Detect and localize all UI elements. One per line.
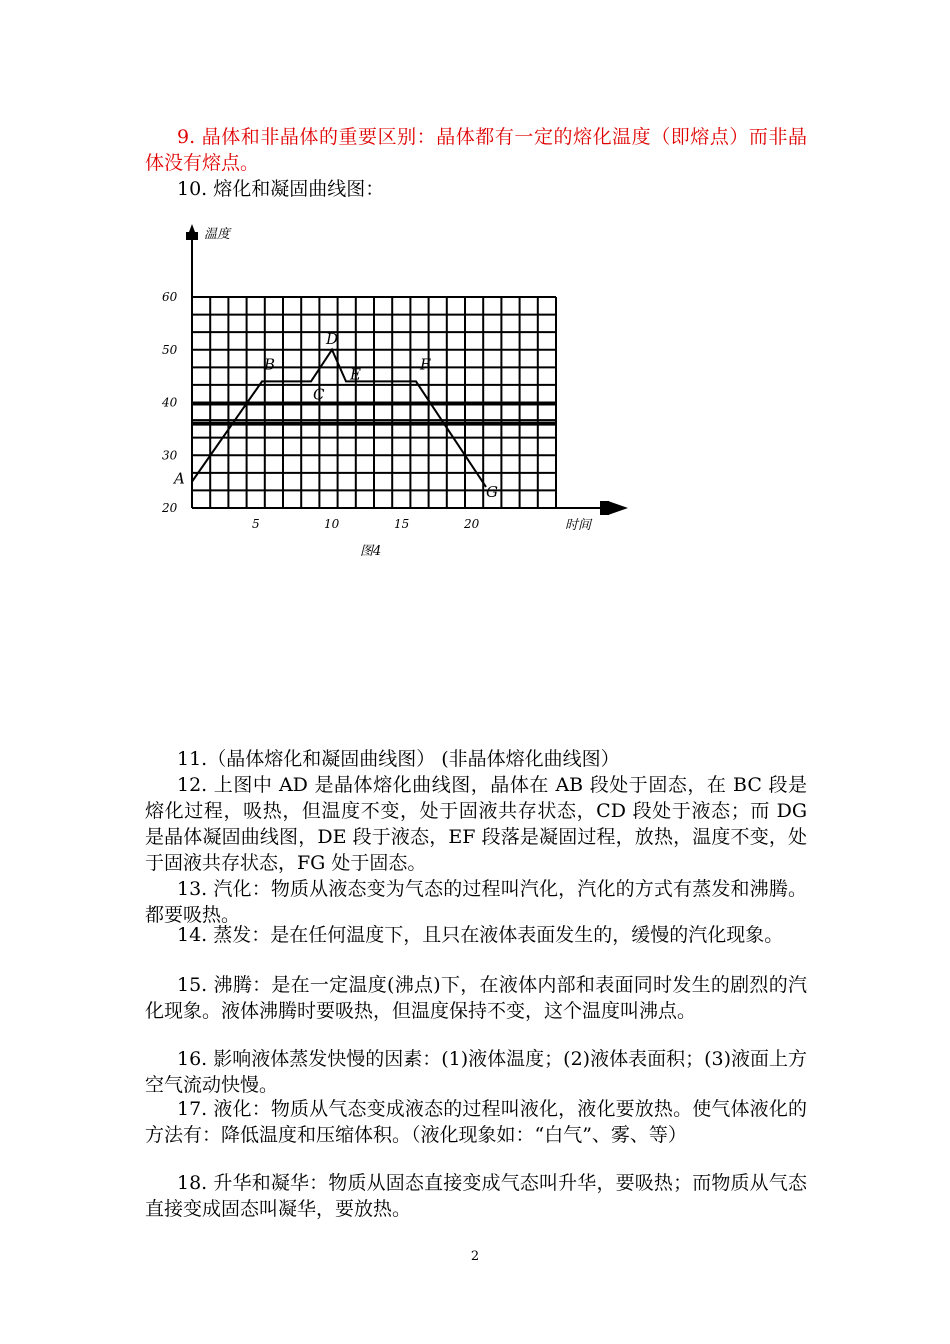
- melting-solidification-chart: [160, 210, 640, 570]
- item-9: 9. 晶体和非晶体的重要区别：晶体都有一定的熔化温度（即熔点）而非晶体没有熔点。: [145, 126, 807, 174]
- point-label-f: F: [420, 355, 431, 374]
- point-label-a: A: [174, 469, 185, 488]
- item-12: 12. 上图中 AD 是晶体熔化曲线图，晶体在 AB 段处于固态，在 BC 段是熔化过程，吸热，但温度不变，处于固液共存状态，CD 段处于液态；而 DG 是晶体凝固曲线图，DE 段于液态，EF 段落是凝固过程，放热，温度不变，处于固液共存状态，FG 处于固态。: [145, 774, 807, 874]
- item-13: 13. 汽化：物质从液态变为气态的过程叫汽化，汽化的方式有蒸发和沸腾。都要吸热。: [145, 878, 807, 926]
- point-label-b: B: [264, 355, 276, 374]
- y-tick-label: 40: [162, 395, 178, 410]
- x-tick-label: 5: [252, 517, 260, 531]
- item-10: 10. 熔化和凝固曲线图：: [177, 178, 385, 200]
- y-tick-label: 30: [162, 448, 178, 463]
- y-axis-arrow-base: [186, 232, 198, 240]
- item-15: 15. 沸腾：是在一定温度(沸点)下，在液体内部和表面同时发生的剧烈的汽化现象。液体沸腾时要吸热，但温度保持不变，这个温度叫沸点。: [145, 974, 807, 1022]
- page-number: 2: [470, 1249, 480, 1264]
- item-18: 18. 升华和凝华：物质从固态直接变成气态叫升华，要吸热；而物质从气态直接变成固态叫凝华，要放热。: [145, 1172, 807, 1220]
- point-label-g: G: [486, 482, 498, 501]
- chart-caption: 图4: [360, 544, 382, 559]
- x-axis-label: 时间: [565, 518, 592, 533]
- x-tick-label: 20: [464, 517, 480, 531]
- y-tick-label: 20: [162, 501, 178, 515]
- y-tick-label: 60: [162, 290, 178, 304]
- item-16: 16. 影响液体蒸发快慢的因素：(1)液体温度；(2)液体表面积；(3)液面上方空气流动快慢。: [145, 1048, 807, 1096]
- point-label-d: D: [326, 329, 339, 348]
- temperature-curve: [192, 350, 486, 487]
- y-axis-label: 温度: [204, 227, 231, 242]
- x-axis-arrow: [608, 501, 628, 515]
- point-label-e: E: [350, 365, 361, 384]
- x-tick-label: 15: [394, 517, 410, 531]
- y-tick-label: 50: [162, 342, 178, 357]
- x-tick-label: 10: [324, 517, 340, 531]
- item-17: 17. 液化：物质从气态变成液态的过程叫液化，液化要放热。使气体液化的方法有：降低温度和压缩体积。（液化现象如：“白气”、雾、等）: [145, 1098, 807, 1146]
- item-14: 14. 蒸发：是在任何温度下，且只在液体表面发生的，缓慢的汽化现象。: [177, 924, 784, 946]
- item-11: 11.（晶体熔化和凝固曲线图） (非晶体熔化曲线图）: [177, 748, 620, 770]
- x-axis-arrow-base: [600, 501, 609, 515]
- point-label-c: C: [313, 385, 325, 404]
- chart-axes: [186, 224, 628, 515]
